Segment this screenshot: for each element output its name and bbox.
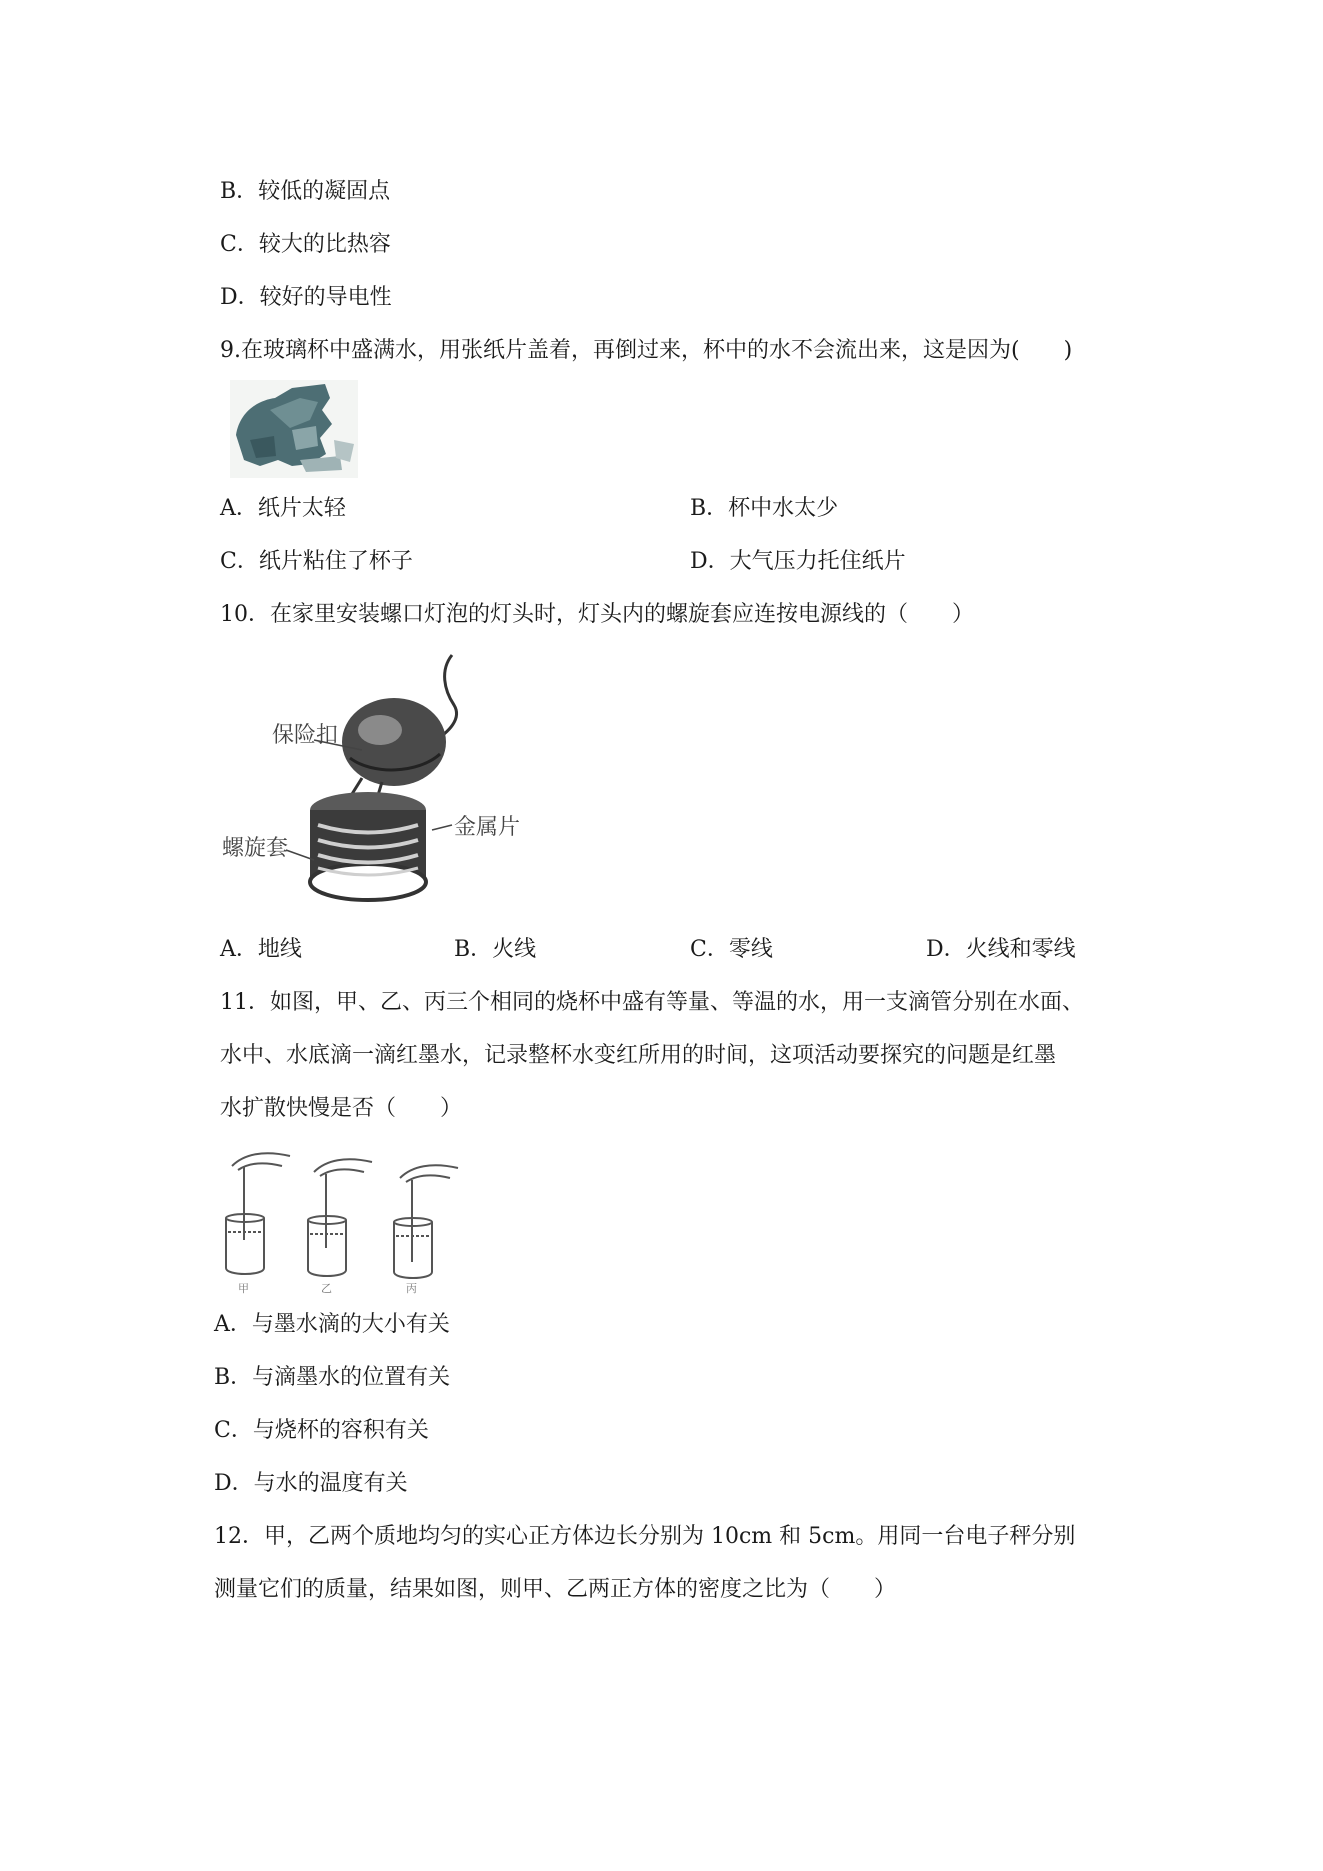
q10-lamp-socket-image — [222, 650, 532, 912]
q9-option-c: C．纸片粘住了杯子 — [220, 549, 413, 574]
q11-stem-line-3: 水扩散快慢是否（ ） — [220, 1096, 463, 1121]
q11-option-a: A．与墨水滴的大小有关 — [214, 1312, 450, 1337]
label-jia: 甲 — [238, 1283, 249, 1294]
q8-option-b: B．较低的凝固点 — [220, 179, 391, 204]
q8-option-d: D．较好的导电性 — [220, 285, 392, 310]
label-yi: 乙 — [321, 1283, 332, 1294]
q11-stem-line-2: 水中、水底滴一滴红墨水，记录整杯水变红所用的时间，这项活动要探究的问题是红墨 — [220, 1043, 1057, 1068]
q11-option-b: B．与滴墨水的位置有关 — [214, 1365, 451, 1390]
q11-option-c: C．与烧杯的容积有关 — [214, 1418, 429, 1443]
q11-option-d: D．与水的温度有关 — [214, 1471, 408, 1496]
q9-stem: 9.在玻璃杯中盛满水，用张纸片盖着，再倒过来，杯中的水不会流出来，这是因为( ) — [220, 338, 1073, 363]
q10-option-d: D．火线和零线 — [926, 937, 1076, 962]
q9-option-a: A．纸片太轻 — [220, 496, 346, 521]
q11-beakers-image — [220, 1148, 470, 1294]
q10-stem: 10．在家里安装螺口灯泡的灯头时，灯头内的螺旋套应连按电源线的（ ） — [220, 602, 974, 627]
label-baoxiankou: 保险扣 — [272, 722, 339, 747]
q11-stem-line-1: 11．如图，甲、乙、丙三个相同的烧杯中盛有等量、等温的水，用一支滴管分别在水面、 — [220, 990, 1084, 1015]
q12-stem-line-2: 测量它们的质量，结果如图，则甲、乙两正方体的密度之比为（ ） — [214, 1577, 897, 1602]
q12-stem-line-1: 12．甲，乙两个质地均匀的实心正方体边长分别为 10cm 和 5cm。用同一台电子秤分别 — [214, 1524, 1076, 1549]
q9-option-b: B．杯中水太少 — [690, 496, 839, 521]
q9-inverted-cup-image — [230, 380, 358, 478]
q8-option-c: C．较大的比热容 — [220, 232, 391, 257]
label-luoxuantao: 螺旋套 — [222, 835, 289, 860]
q10-option-c: C．零线 — [690, 937, 773, 962]
q9-option-d: D．大气压力托住纸片 — [690, 549, 906, 574]
q10-option-b: B．火线 — [454, 937, 537, 962]
q10-option-a: A．地线 — [220, 937, 302, 962]
label-bing: 丙 — [406, 1283, 417, 1294]
label-jinshupian: 金属片 — [454, 814, 521, 839]
